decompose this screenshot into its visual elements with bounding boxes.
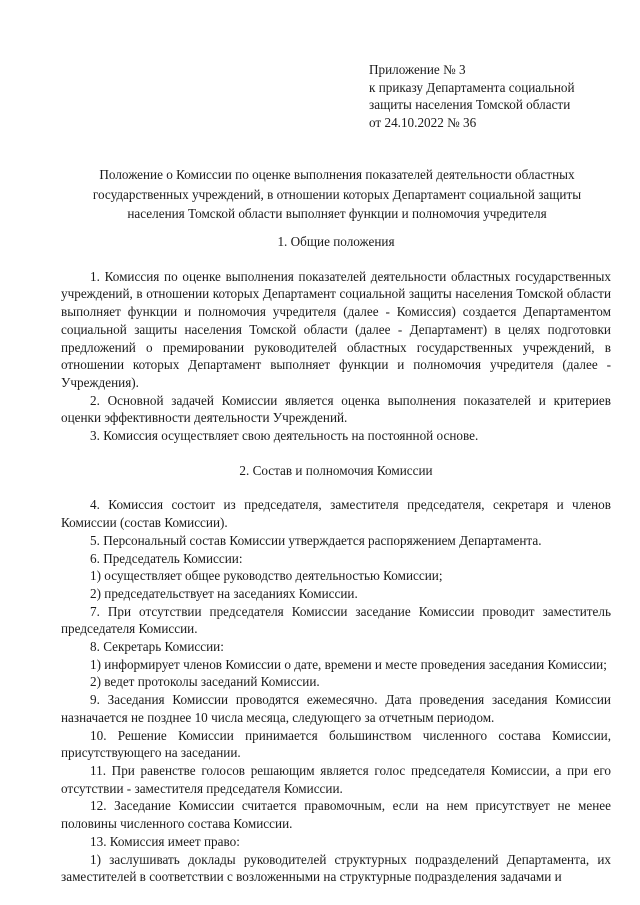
- paragraph: 5. Персональный состав Комиссии утверждается распоряжением Департамента.: [90, 532, 542, 548]
- paragraph: 7. При отсутствии председателя Комиссии заседание Комиссии проводит заместитель председателя Комиссии.: [61, 603, 611, 637]
- paragraph: 12. Заседание Комиссии считается правомочным, если на нем присутствует не менее половины численного состава Комиссии.: [61, 798, 611, 832]
- document-body: [61, 233, 611, 886]
- paragraph: 1) информирует членов Комиссии о дате, времени и месте проведения заседания Комиссии;: [90, 656, 607, 672]
- annex-line-3: защиты населения Томской области: [369, 97, 571, 113]
- paragraph: 1) осуществляет общее руководство деятельностью Комиссии;: [90, 568, 443, 584]
- section-1-heading: 1. Общие положения: [277, 234, 395, 249]
- annex-line-4: от 24.10.2022 № 36: [369, 114, 477, 130]
- document-title: [72, 165, 602, 224]
- paragraph: 9. Заседания Комиссии проводятся ежемесячно. Дата проведения заседания Комиссии назначается не позднее 10 числа месяца, следующего за отчетным периодом.: [61, 692, 611, 725]
- annex-line-2: к приказу Департамента социальной: [369, 79, 575, 95]
- paragraph: 1. Комиссия по оценке выполнения показателей деятельности областных государственных учреждений, в отношении которых Департамент социальной защиты населения Томской области выполняет функции и полномочия учредителя (далее - Комиссия) создается Департаментом социальной защиты населения Томской области (далее - Департамент) в целях подготовки предложений о премировании руководителей областных государственных учреждений, в отношении которых Департамент выполняет функции и полномочия учредителя (далее - Учреждения).: [61, 268, 611, 390]
- section-2-heading: 2. Состав и полномочия Комиссии: [239, 462, 433, 478]
- annex-line-1: Приложение № 3: [369, 62, 466, 77]
- paragraph: 2) председательствует на заседаниях Комиссии.: [90, 585, 358, 601]
- paragraph: 2. Основной задачей Комиссии является оценка выполнения показателей и критериев оценки эффективности деятельности Учреждений.: [61, 392, 611, 426]
- paragraph: 3. Комиссия осуществляет свою деятельность на постоянной основе.: [90, 428, 479, 444]
- paragraph: 10. Решение Комиссии принимается большинством численного состава Комиссии, присутствующего на заседании.: [61, 727, 611, 761]
- title-line-1: Положение о Комиссии по оценке выполнения показателей деятельности областных: [99, 167, 575, 182]
- paragraph: 11. При равенстве голосов решающим является голос председателя Комиссии, а при его отсутствии - заместителя председателя Комиссии.: [61, 762, 611, 796]
- annex-block: [369, 61, 619, 131]
- paragraph: 6. Председатель Комиссии:: [90, 550, 243, 566]
- paragraph: 1) заслушивать доклады руководителей структурных подразделений Департамента, их заместителей в соответствии с возложенными на структурные подразделения задачами и: [61, 851, 611, 885]
- paragraph: 8. Секретарь Комиссии:: [90, 639, 224, 655]
- paragraph: 2) ведет протоколы заседаний Комиссии.: [90, 674, 320, 690]
- paragraph: 13. Комиссия имеет право:: [90, 833, 240, 849]
- title-line-3: населения Томской области выполняет функции и полномочия учредителя: [127, 206, 547, 222]
- paragraph: 4. Комиссия состоит из председателя, заместителя председателя, секретаря и членов Комиссии (состав Комиссии).: [61, 497, 611, 531]
- title-line-2: государственных учреждений, в отношении которых Департамент социальной защиты: [92, 186, 582, 202]
